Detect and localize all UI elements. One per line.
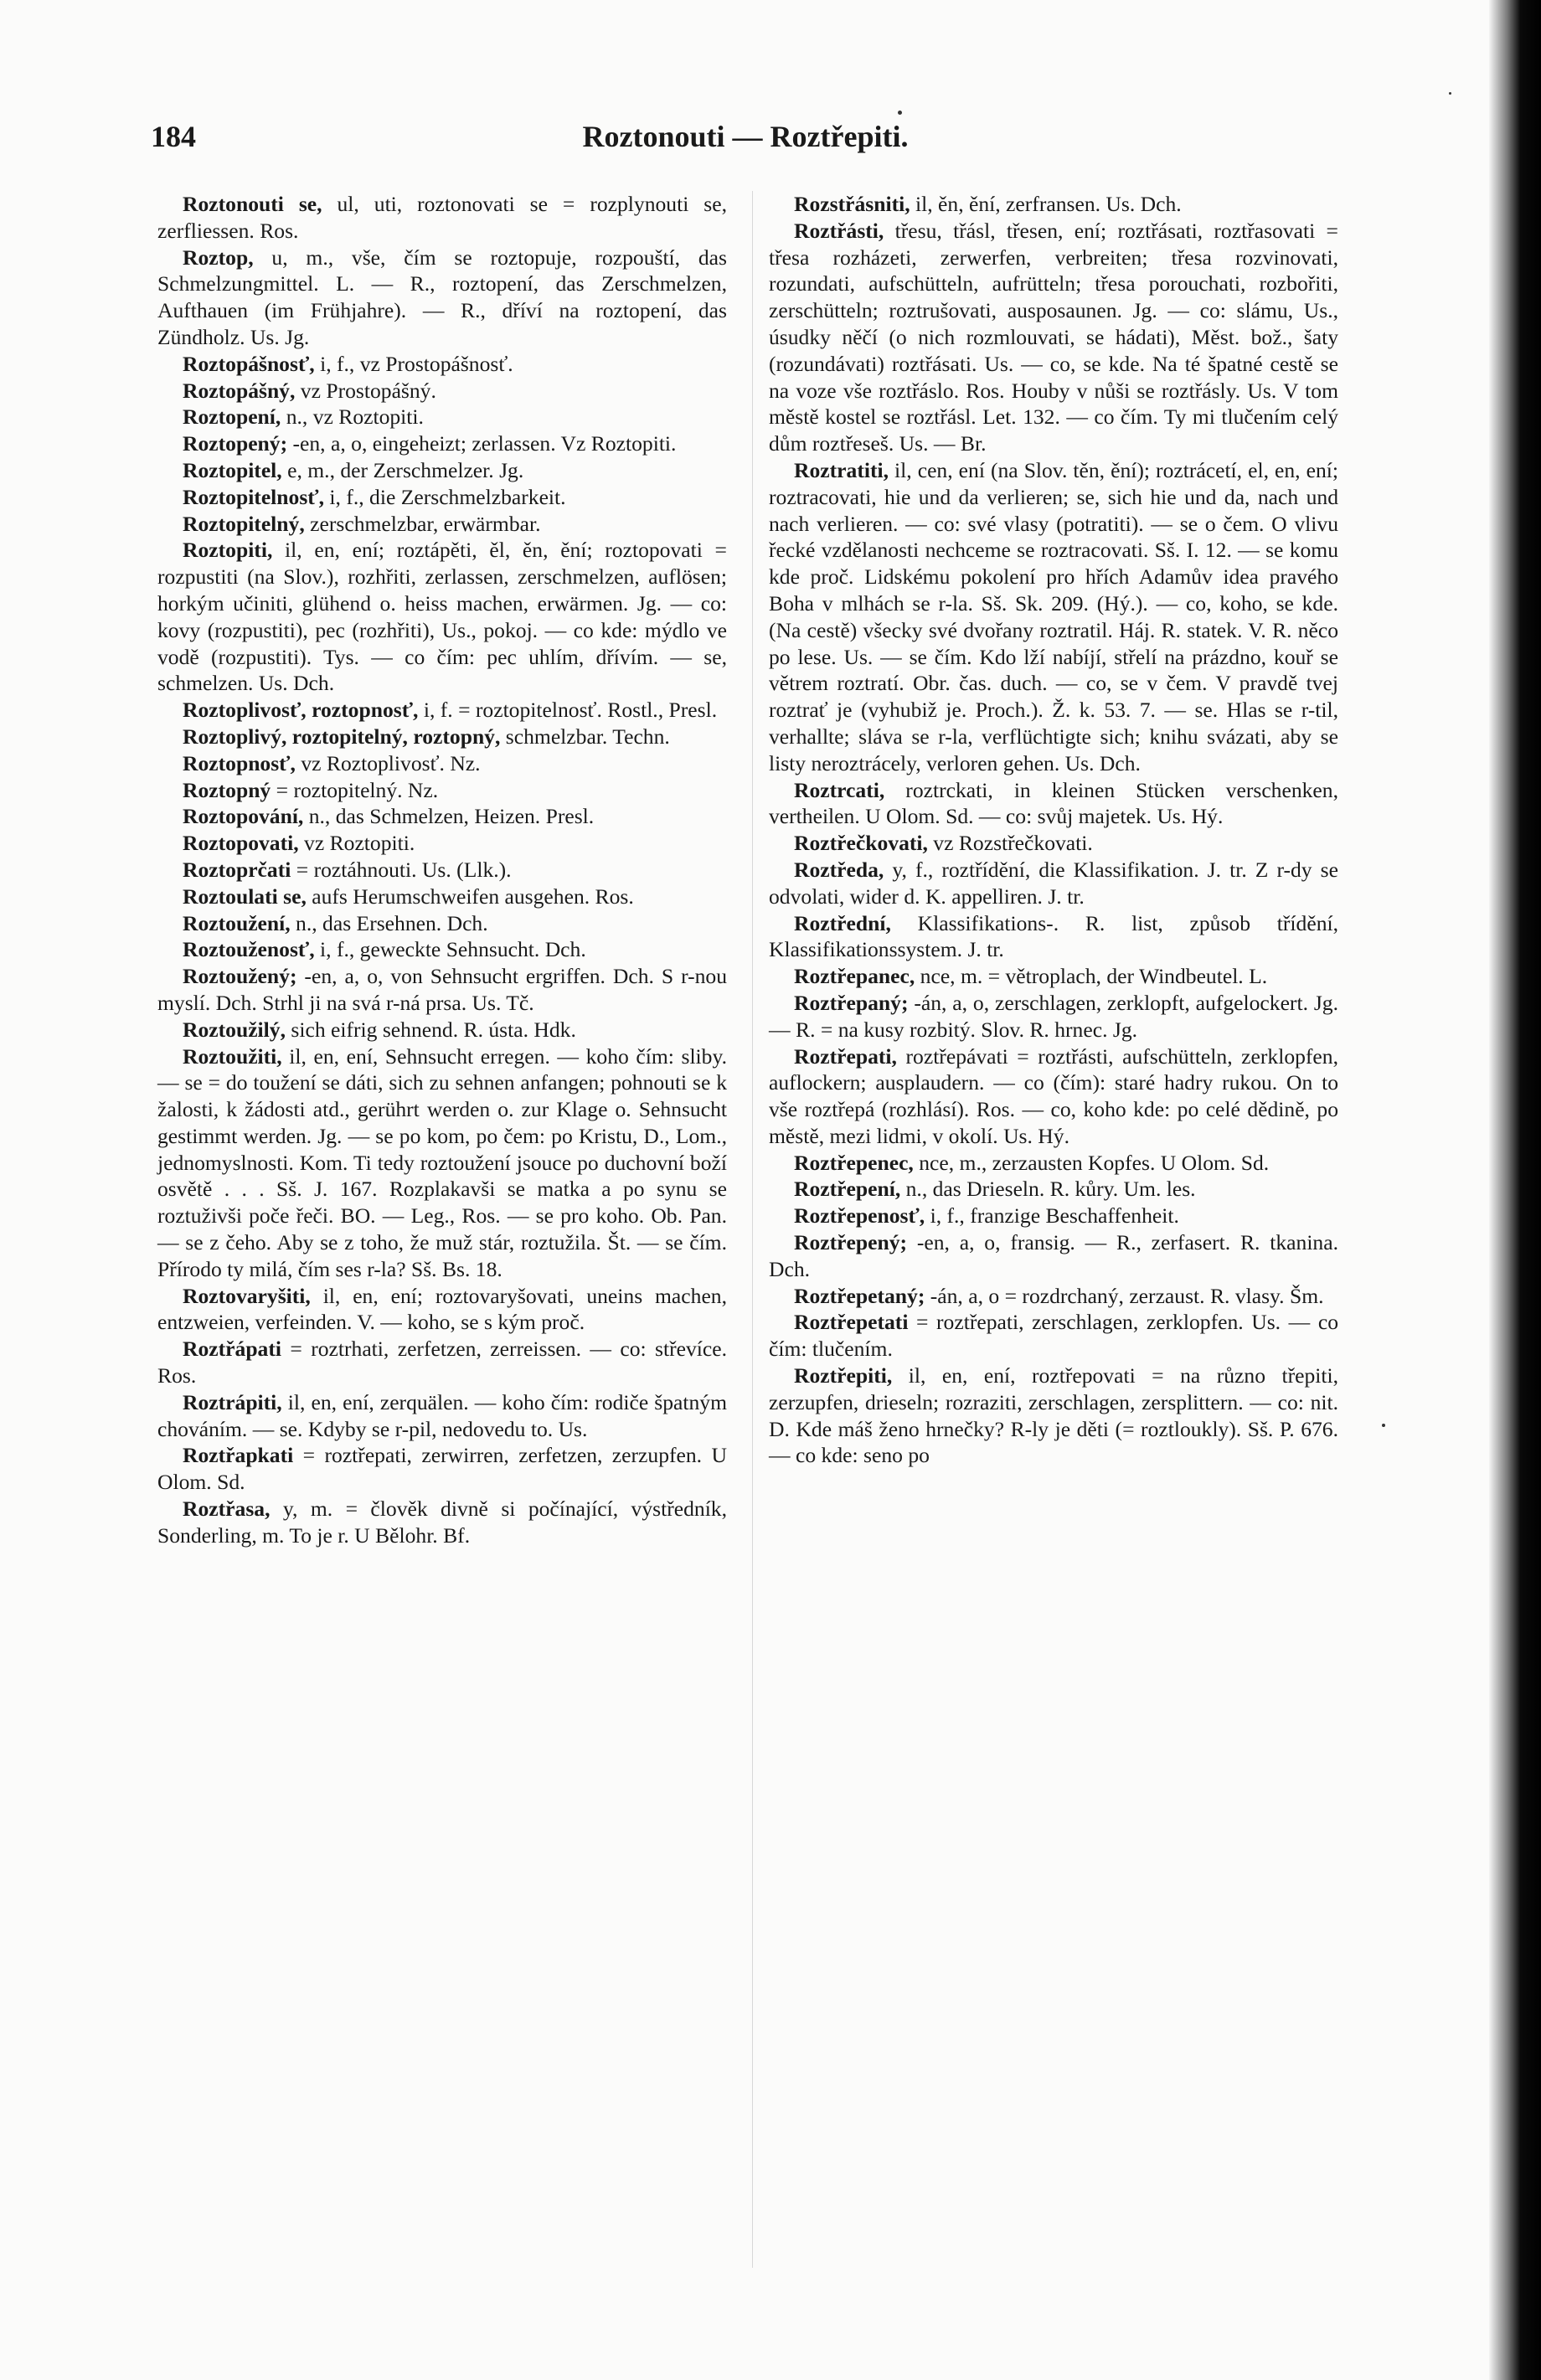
entry-headword: Roztoužený; bbox=[183, 964, 297, 989]
dictionary-entry bbox=[769, 1176, 1338, 1203]
entry-definition: n., das Ersehnen. Dch. bbox=[290, 910, 488, 935]
dictionary-entry bbox=[769, 457, 1338, 777]
entry-headword: Roztoužiti, bbox=[183, 1043, 282, 1069]
entry-definition: roztrckati, in kleinen Stücken verschenken, vertheilen. U Olom. Sd. — co: svůj majetek. Us. Hý. bbox=[769, 777, 1338, 829]
entry-definition: il, ěn, ění, zerfransen. Us. Dch. bbox=[910, 192, 1182, 216]
entry-headword: Roztopný bbox=[183, 777, 271, 802]
dictionary-entry bbox=[157, 750, 727, 777]
entry-headword: Roztopášný, bbox=[183, 378, 296, 403]
entry-headword: Roztrcati, bbox=[794, 777, 885, 802]
entry-headword: Roztřepení, bbox=[794, 1177, 901, 1202]
entry-headword: Roztřepati, bbox=[794, 1043, 897, 1069]
dictionary-entry bbox=[769, 990, 1338, 1043]
dictionary-entry bbox=[157, 883, 727, 910]
entry-definition: zerschmelzbar, erwärmbar. bbox=[304, 511, 541, 536]
dictionary-entry bbox=[157, 910, 727, 937]
entry-headword: Roztoužení, bbox=[183, 910, 291, 935]
entry-definition: i, f. = roztopitelnosť. Rostl., Presl. bbox=[418, 698, 718, 723]
entry-headword: Roztřepený; bbox=[794, 1230, 908, 1255]
entry-definition: = roztopitelný. Nz. bbox=[271, 777, 439, 802]
dictionary-entry bbox=[157, 777, 727, 804]
entry-headword: Roztředa, bbox=[794, 857, 884, 882]
entry-definition: il, en, ení; roztovaryšovati, uneins machen, entzweien, verfeinden. V. — koho, se s kým proč. bbox=[157, 1283, 727, 1335]
scan-speck bbox=[1382, 1424, 1385, 1427]
entry-definition: il, en, ení, roztřepovati = na různo třepiti, zerzupfen, drieseln; rozraziti, zerschlagen, zersplittern. — co: nit. D. Kde máš ženo hrnečky? R-ly je děti (= roztloukly). Sš. P. 676. — co kde: seno po bbox=[769, 1363, 1338, 1468]
scan-speck bbox=[898, 111, 902, 115]
dictionary-entry bbox=[769, 777, 1338, 831]
dictionary-entry bbox=[157, 245, 727, 351]
entry-definition: i, f., vz Prostopášnosť. bbox=[314, 351, 513, 376]
entry-definition: i, f., geweckte Sehnsucht. Dch. bbox=[314, 937, 586, 962]
scan-edge bbox=[1489, 0, 1541, 2380]
dictionary-entry bbox=[157, 1043, 727, 1283]
dictionary-entry bbox=[769, 1229, 1338, 1283]
right-column bbox=[769, 191, 1338, 1469]
entry-headword: Roztřapkati bbox=[183, 1443, 294, 1468]
entry-headword: Roztřečkovati, bbox=[794, 831, 928, 856]
entry-definition: nce, m. = větroplach, der Windbeutel. L. bbox=[915, 964, 1268, 989]
dictionary-entry bbox=[157, 936, 727, 963]
entry-definition: i, f., franzige Beschaffenheit. bbox=[925, 1203, 1179, 1229]
entry-definition: schmelzbar. Techn. bbox=[500, 724, 670, 749]
entry-headword: Roztopitelnosť, bbox=[183, 484, 325, 509]
entry-definition: = roztáhnouti. Us. (Llk.). bbox=[291, 857, 512, 882]
page-number: 184 bbox=[151, 120, 196, 153]
dictionary-entry bbox=[769, 857, 1338, 910]
entry-headword: Roztřasa, bbox=[183, 1497, 271, 1522]
page-header bbox=[151, 119, 1340, 161]
dictionary-entry bbox=[157, 430, 727, 457]
entry-headword: Roztopitelný, bbox=[183, 511, 305, 536]
dictionary-entry bbox=[769, 1309, 1338, 1363]
entry-definition: třesu, třásl, třesen, ení; roztřásati, roztřasovati = třesa rozházeti, zerwerfen, verbreiten; třesa rozvinovati, rozundati, aufschütteln, aufrütteln; třesa porouchati, rozbořiti, zerschütteln; roztrušovati, ausposaunen. Jg. — co: slámu, Us., úsudky něčí (o nich rozmlouvati, se hádati), Měst. bož., šaty (rozundávati) roztřásati. Us. — co, se kde. Na té špatné cestě se na voze vše roztřáslo. Ros. Houby v nůši se roztřásly. Us. V tom městě kostel se roztřásl. Let. 132. — co čím. Ty mi tlučením celý dům roztřeseš. Us. — Br. bbox=[769, 218, 1338, 456]
dictionary-entry bbox=[157, 963, 727, 1017]
entry-definition: il, en, ení, Sehnsucht erregen. — koho čím: sliby. — se = do toužení se dáti, sich zu sehnen anfangen; pohnouti se k žalosti, k žádosti atd., gerührt werden o. zur Klage o. Sehnsucht gestimmt werden. Jg. — se po kom, po čem: po Kristu, D., Lom., jednomyslnosti. Kom. Ti tedy roztoužení jsouce po duchovní boží osvětě . . . Sš. J. 167. Rozplakavši se matka a po synu se roztuživši poče řeči. BO. — Leg., Ros. — se pro koho. Ob. Pan. — se z čeho. Aby se z toho, že muž stár, roztužila. Št. — se čím. Přírodo ty milá, čím ses r-la? Sš. Bs. 18. bbox=[157, 1043, 727, 1281]
dictionary-entry bbox=[157, 484, 727, 511]
entry-definition: i, f., die Zerschmelzbarkeit. bbox=[324, 484, 566, 509]
dictionary-entry bbox=[157, 697, 727, 724]
entry-definition: e, m., der Zerschmelzer. Jg. bbox=[281, 457, 524, 482]
entry-definition: vz Rozstřečkovati. bbox=[927, 831, 1093, 856]
entry-definition: il, en, ení, zerquälen. — koho čím: rodiče špatným chováním. — se. Kdyby se r-pil, nedovedu to. Us. bbox=[157, 1389, 727, 1441]
entry-headword: Roztopovati, bbox=[183, 831, 299, 856]
entry-headword: Roztřepetati bbox=[794, 1310, 909, 1335]
entry-definition: y, f., roztřídění, die Klassifikation. J. tr. Z r-dy se odvolati, wider d. K. appelliren. J. tr. bbox=[769, 857, 1338, 909]
entry-headword: Roztřepetaný; bbox=[794, 1283, 925, 1308]
entry-headword: Roztřepaný; bbox=[794, 990, 909, 1015]
dictionary-entry bbox=[157, 351, 727, 378]
dictionary-entry bbox=[157, 857, 727, 883]
entry-headword: Roztrápiti, bbox=[183, 1389, 282, 1414]
entry-headword: Roztop, bbox=[183, 245, 254, 270]
dictionary-entry bbox=[769, 963, 1338, 990]
dictionary-entry bbox=[769, 1203, 1338, 1229]
entry-definition: -án, a, o, zerschlagen, zerklopft, aufgelockert. Jg. — R. = na kusy rozbitý. Slov. R. hrnec. Jg. bbox=[769, 990, 1338, 1042]
dictionary-entry bbox=[157, 511, 727, 538]
entry-definition: il, cen, ení (na Slov. těn, ění); roztrácetí, el, en, ení; roztracovati, hie und da verlieren; se, sich hie und da, nach und nach verlieren. — co: své vlasy (potratiti). — se o čem. O vlivu řecké vzdělanosti nechceme se roztracovati. Sš. I. 12. — se komu kde proč. Lidskému pokolení pro hřích Adamův idea pravého Boha v mlhách se r-la. Sš. Sk. 209. (Hý.). — co, koho, se kde. (Na cestě) všecky své dvořany roztratil. Háj. R. statek. V. R. něco po lese. Us. — se čím. Kdo lží nabíjí, střelí na prázdno, kouř se větrem roztratí. Obr. čas. duch. — co, se v čem. V pravdě tvej roztrať je (vyhubiž je. Proch.). Ž. k. 53. 7. — se. Hlas se r-til, verhallte; sláva se r-la, verflüchtigte sich; knihu svázati, aby se listy neroztrácely, verloren gehen. Us. Dch. bbox=[769, 457, 1338, 775]
dictionary-entry bbox=[769, 1150, 1338, 1177]
entry-definition: -en, a, o, eingeheizt; zerlassen. Vz Roztopiti. bbox=[287, 431, 677, 456]
dictionary-entry bbox=[157, 1283, 727, 1337]
entry-headword: Roztoprčati bbox=[183, 857, 291, 882]
entry-definition: n., vz Roztopiti. bbox=[281, 404, 424, 430]
entry-headword: Roztratiti, bbox=[794, 457, 889, 482]
entry-headword: Roztopený; bbox=[183, 431, 288, 456]
entry-definition: -en, a, o, von Sehnsucht ergriffen. Dch. S r-nou myslí. Dch. Strhl ji na svá r-ná prsa. Us. Tč. bbox=[157, 964, 727, 1015]
dictionary-entry bbox=[769, 1363, 1338, 1469]
entry-definition: vz Roztopiti. bbox=[298, 831, 415, 856]
entry-definition: -en, a, o, fransig. — R., zerfasert. R. tkanina. Dch. bbox=[769, 1230, 1338, 1281]
entry-headword: Roztřápati bbox=[183, 1337, 281, 1362]
dictionary-entry bbox=[157, 378, 727, 404]
entry-headword: Roztonouti se, bbox=[183, 192, 322, 216]
entry-headword: Roztopnosť, bbox=[183, 750, 296, 775]
dictionary-entry bbox=[157, 724, 727, 750]
entry-headword: Roztřepiti, bbox=[794, 1363, 893, 1388]
left-column bbox=[157, 191, 727, 1549]
entry-definition: y, m. = člověk divně si počínající, výstředník, Sonderling, m. To je r. U Bělohr. Bf. bbox=[157, 1497, 727, 1548]
entry-headword: Roztopení, bbox=[183, 404, 281, 430]
dictionary-entry bbox=[157, 1442, 727, 1496]
entry-headword: Roztřásti, bbox=[794, 218, 884, 243]
dictionary-entry bbox=[769, 1043, 1338, 1150]
dictionary-entry bbox=[157, 830, 727, 857]
entry-headword: Roztoplivý, roztopitelný, roztopný, bbox=[183, 724, 501, 749]
entry-definition: nce, m., zerzausten Kopfes. U Olom. Sd. bbox=[913, 1150, 1270, 1175]
entry-definition: = roztřepati, zerschlagen, zerklopfen. Us. — co čím: tlučením. bbox=[769, 1310, 1338, 1362]
entry-headword: Roztovaryšiti, bbox=[183, 1283, 311, 1308]
entry-definition: = roztřepati, zerwirren, zerfetzen, zerzupfen. U Olom. Sd. bbox=[157, 1443, 727, 1495]
entry-definition: roztřepávati = roztřásti, aufschütteln, zerklopfen, auflockern; ausplaudern. — co (čím): staré hadry rukou. On to vše roztřepá (rozhlásí). Ros. — co, koho kde: po celé dědině, po městě, mezi lidmi, v okolí. Us. Hý. bbox=[769, 1043, 1338, 1148]
dictionary-entry bbox=[769, 191, 1338, 218]
entry-definition: aufs Herumschweifen ausgehen. Ros. bbox=[306, 883, 634, 909]
entry-headword: Rozstřásniti, bbox=[794, 192, 910, 216]
dictionary-entry bbox=[769, 910, 1338, 964]
dictionary-entry bbox=[157, 1496, 727, 1549]
entry-headword: Roztřepenosť, bbox=[794, 1203, 925, 1229]
dictionary-entry bbox=[157, 1017, 727, 1043]
dictionary-entry bbox=[157, 404, 727, 430]
entry-definition: il, en, ení; roztápěti, ěl, ěn, ění; roztopovati = rozpustiti (na Slov.), rozhřiti, zerlassen, zerschmelzen, auflösen; horkým učiniti, glühend o. heiss machen, erwärmen. Jg. — co: kovy (rozpustiti), pec (rozhřiti), Us., pokoj. — co kde: mýdlo ve vodě (rozpustiti). Tys. — co čím: pec uhlím, dřívím. — se, schmelzen. Us. Dch. bbox=[157, 538, 727, 696]
dictionary-entry bbox=[157, 191, 727, 245]
dictionary-entry bbox=[157, 1389, 727, 1443]
dictionary-entry bbox=[157, 1336, 727, 1389]
entry-headword: Roztopitel, bbox=[183, 457, 282, 482]
entry-definition: = roztrhati, zerfetzen, zerreissen. — co: střevíce. Ros. bbox=[157, 1337, 727, 1388]
dictionary-entry bbox=[769, 218, 1338, 457]
dictionary-entry bbox=[157, 537, 727, 697]
entry-definition: Klassifikations-. R. list, způsob třídění, Klassifikationssystem. J. tr. bbox=[769, 910, 1338, 962]
entry-headword: Roztopování, bbox=[183, 804, 304, 829]
entry-definition: u, m., vše, čím se roztopuje, rozpouští, das Schmelzungmittel. L. — R., roztopení, das Zerschmelzen, Aufthauen (im Frühjahre). — R., dříví na roztopení, das Zündholz. Us. Jg. bbox=[157, 245, 727, 349]
entry-definition: sich eifrig sehnend. R. ústa. Hdk. bbox=[285, 1017, 576, 1042]
scan-speck bbox=[1449, 92, 1451, 95]
dictionary-entry bbox=[769, 1283, 1338, 1310]
entry-headword: Roztoužilý, bbox=[183, 1017, 286, 1042]
dictionary-entry bbox=[769, 830, 1338, 857]
entry-headword: Roztřepanec, bbox=[794, 964, 915, 989]
entry-definition: -án, a, o = rozdrchaný, zerzaust. R. vlasy. Šm. bbox=[925, 1283, 1324, 1308]
dictionary-entry bbox=[157, 457, 727, 484]
entry-headword: Roztoulati se, bbox=[183, 883, 307, 909]
dictionary-entry bbox=[157, 803, 727, 830]
entry-definition: vz Roztoplivosť. Nz. bbox=[295, 750, 481, 775]
entry-headword: Roztopiti, bbox=[183, 538, 273, 563]
entry-headword: Roztřepenec, bbox=[794, 1150, 914, 1175]
entry-definition: n., das Schmelzen, Heizen. Presl. bbox=[303, 804, 595, 829]
entry-definition: ul, uti, roztonovati se = rozplynouti se, zerfliessen. Ros. bbox=[157, 192, 727, 243]
entry-headword: Roztoplivosť, roztopnosť, bbox=[183, 698, 419, 723]
entry-headword: Roztouženosť, bbox=[183, 937, 315, 962]
running-title: Roztonouti — Roztřepiti. bbox=[582, 120, 909, 153]
column-divider bbox=[752, 191, 753, 2268]
entry-definition: n., das Drieseln. R. kůry. Um. les. bbox=[900, 1177, 1196, 1202]
entry-headword: Roztopášnosť, bbox=[183, 351, 315, 376]
entry-headword: Roztřední, bbox=[794, 910, 891, 935]
entry-definition: vz Prostopášný. bbox=[295, 378, 436, 403]
